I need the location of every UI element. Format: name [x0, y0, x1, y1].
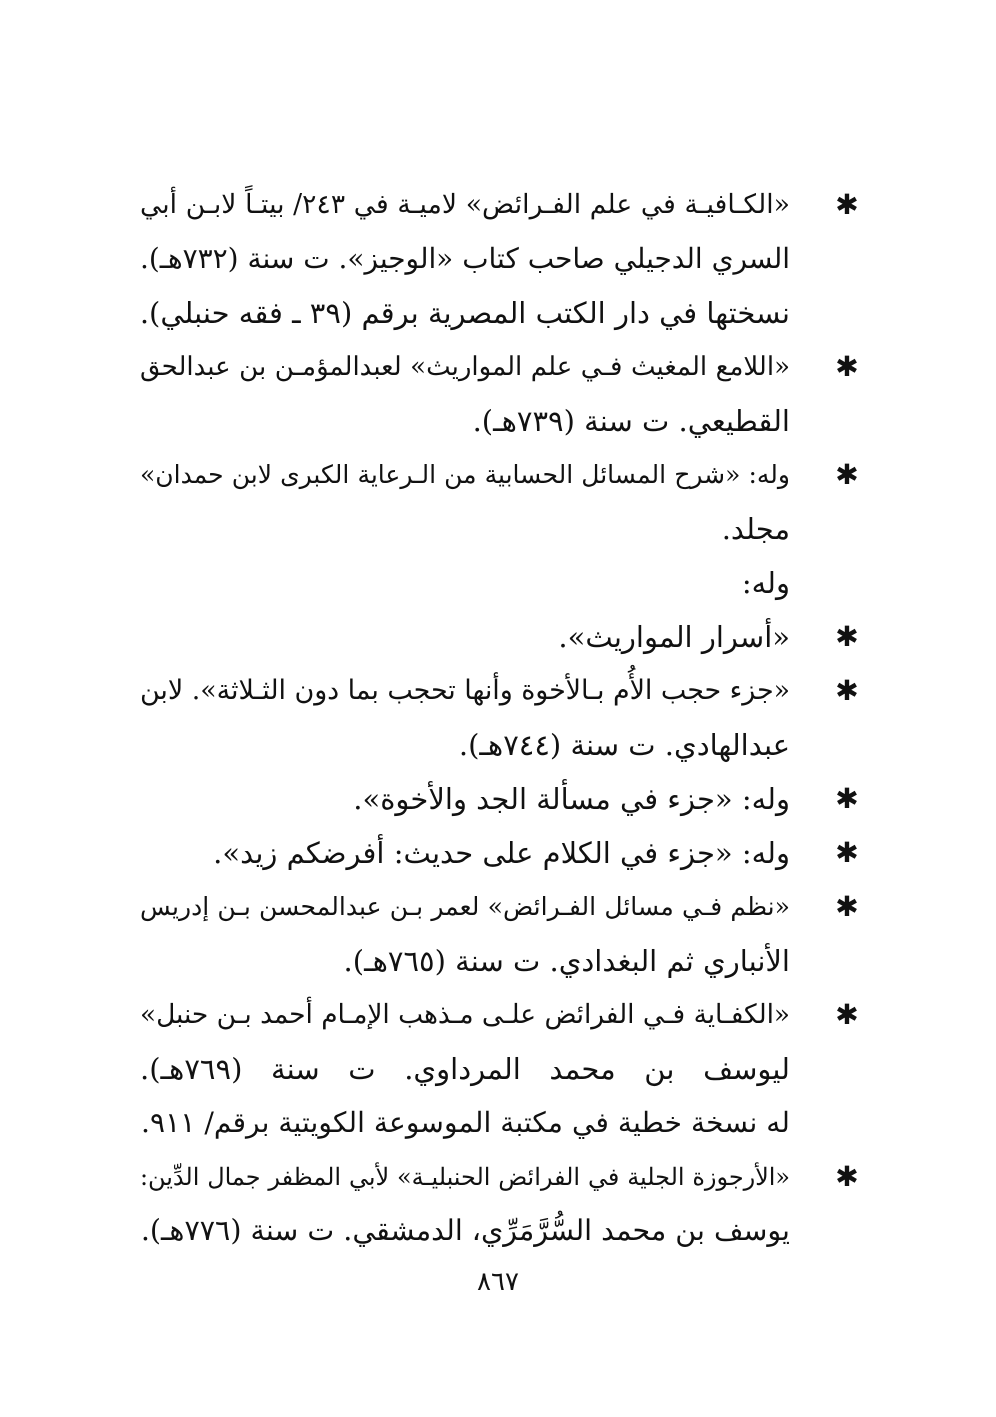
- list-item: [140, 448, 872, 556]
- asterisk-bullet-icon: ✱: [835, 350, 859, 383]
- text-line: وله: «جزء في الكلام على حديث: أفرضكم زيد».: [213, 836, 790, 870]
- text-line: «الكفـاية فـي الفرائض علـى مـذهب الإمـام أحمد بـن حنبل»: [140, 1000, 790, 1030]
- asterisk-bullet-icon: ✱: [835, 188, 859, 221]
- list-item: [140, 880, 872, 988]
- text-line: له نسخة خطية في مكتبة الموسوعة الكويتية برقم/ ٩١١.: [140, 1106, 790, 1139]
- list-item: [140, 556, 872, 610]
- text-line: القطيعي. ت سنة (٧٣٩هـ).: [472, 404, 790, 438]
- page-content: [140, 178, 872, 1258]
- text-line: السري الدجيلي صاحب كتاب «الوجيز». ت سنة (٧٣٢هـ).: [140, 242, 790, 275]
- text-line: مجلد.: [721, 512, 790, 546]
- text-line: «أسرار المواريث».: [558, 620, 790, 654]
- asterisk-bullet-icon: ✱: [835, 458, 859, 491]
- text-line: ليوسف بن محمد المرداوي. ت سنة (٧٦٩هـ).: [140, 1052, 790, 1086]
- list-item: [140, 664, 872, 772]
- text-line: عبدالهادي. ت سنة (٧٤٤هـ).: [458, 728, 790, 762]
- text-line: «نظم فـي مسائل الفـرائض» لعمر بـن عبدالمحسن بـن إدريس: [140, 892, 790, 921]
- list-item: [140, 610, 872, 664]
- asterisk-bullet-icon: ✱: [835, 998, 859, 1031]
- asterisk-bullet-icon: ✱: [835, 836, 859, 869]
- list-item: [140, 340, 872, 448]
- asterisk-bullet-icon: ✱: [835, 674, 859, 707]
- asterisk-bullet-icon: ✱: [835, 782, 859, 815]
- text-line: الأنباري ثم البغدادي. ت سنة (٧٦٥هـ).: [343, 944, 790, 978]
- list-item: [140, 988, 872, 1150]
- text-line: وله:: [741, 566, 790, 600]
- list-item: [140, 826, 872, 880]
- list-item: [140, 178, 872, 340]
- asterisk-bullet-icon: ✱: [835, 890, 859, 923]
- text-line: «الكـافيـة في علم الفـرائض» لاميـة في ٢٤٣/ بيتـاً لابـن أبي: [140, 189, 790, 220]
- text-line: «جزء حجب الأُم بـالأخوة وأنها تحجب بما دون الثـلاثة». لابن: [140, 675, 790, 706]
- text-line: وله: «شرح المسائل الحسابية من الـرعاية الكبرى لابن حمدان»: [140, 460, 790, 489]
- list-item: [140, 1150, 872, 1258]
- text-line: نسختها في دار الكتب المصرية برقم (٣٩ ـ فقه حنبلي).: [139, 296, 790, 330]
- list-item: [140, 772, 872, 826]
- text-line: وله: «جزء في مسألة الجد والأخوة».: [353, 782, 790, 816]
- text-line: «اللامع المغيث فـي علم المواريث» لعبدالمؤمـن بن عبدالحق: [140, 352, 790, 382]
- asterisk-bullet-icon: ✱: [835, 620, 859, 653]
- asterisk-bullet-icon: ✱: [835, 1160, 859, 1193]
- text-line: «الأرجوزة الجلية في الفرائض الحنبليـة» لأبي المظفر جمال الدِّين:: [140, 1163, 790, 1191]
- text-line: يوسف بن محمد السُّرَّمَرِّي، الدمشقي. ت سنة (٧٧٦هـ).: [140, 1214, 790, 1247]
- page-number: ٨٦٧: [477, 1267, 519, 1297]
